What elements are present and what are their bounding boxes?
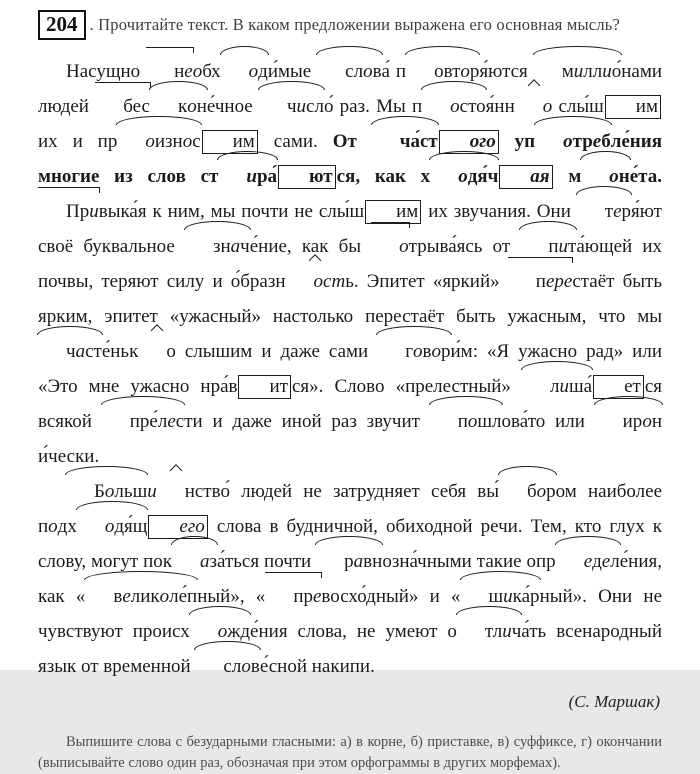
exercise-text — [38, 54, 662, 684]
author-signature: (С. Маршак) — [568, 692, 660, 711]
morpheme-root-arc: тлич — [457, 614, 521, 649]
morpheme-root-arc: слов — [317, 54, 381, 89]
morpheme-ending-box: им — [202, 130, 258, 154]
morpheme-root-arc: бор — [499, 474, 556, 509]
morpheme-root-arc: равн — [316, 544, 382, 579]
morpheme-root-arc: Больш — [66, 474, 147, 509]
morpheme-root-arc: лиша́ — [522, 369, 592, 404]
morpheme-root-arc: знач — [185, 229, 250, 264]
morpheme-ending-box: ют — [278, 165, 336, 189]
morpheme-prefix-bracket: пере — [508, 264, 573, 299]
morpheme-root-arc: пре́лес — [102, 404, 184, 439]
text-paragraph: Насущно необх оди́мые слова́ п овторя́ются миллио́нами людей бес коне́чное число́ раз. Мы п остоя́нн о слы́ш им их и пр оизнос им сами. От ча́ст ого уп отребле́ния многие из слов ст ира́ ют ся, как х одя́ч ая м оне́та. Привыка́я к ним, мы почти не слы́ш им их звучания. Они теря́ют своё буквальное значе́ние, как бы отрыва́ясь от пита́ющей их почвы, теряют силу и о́бразн ость. Эпитет «яркий» перестаёт быть ярким, эпитет «ужасный» настолько перестаёт быть ужасным, что мы часте́ньк о слышим и даже сами говори́м: «Я ужасно рад» или «Это мне ужасно нра́в ит ся». Слово «прелестный» лиша́ ет ся всякой пре́лести и даже иной раз звучит пошлова́то или ирони́чески. — [38, 54, 662, 474]
morpheme-root-arc: он — [581, 159, 629, 194]
followup-task: Выпишите слова с безударными гласными: а) в корне, б) приставке, в) суффиксе, г) окончании (выписывайте слово один раз, обозначая при этом орфограммы в других морфемах). — [38, 734, 662, 771]
morpheme-root-arc: част — [38, 334, 102, 369]
morpheme-root-arc: оизнос — [117, 124, 200, 159]
morpheme-prefix-bracket: пре — [265, 579, 321, 614]
morpheme-root-arc: ожд — [190, 614, 250, 649]
morpheme-root-arc: тер — [577, 194, 631, 229]
morpheme-root-arc: пит — [520, 229, 576, 264]
exercise-header — [38, 10, 662, 40]
morpheme-root-arc: великоле́п — [85, 579, 197, 614]
morpheme-ending-box: ая — [499, 165, 552, 189]
morpheme-ending-box: ет — [593, 375, 644, 399]
morpheme-root-arc: миллио́ — [534, 54, 622, 89]
morpheme-root-arc: отреб — [535, 124, 611, 159]
morpheme-root-arc: слов — [195, 649, 259, 684]
exercise-instruction: . Прочитайте текст. В каком предложении выражена его основная мысль? — [89, 15, 620, 34]
morpheme-root-arc: числ — [259, 89, 324, 124]
morpheme-root-arc: шика́р — [461, 579, 540, 614]
morpheme-ending-box: его — [148, 515, 207, 539]
morpheme-root-arc: едел — [556, 544, 620, 579]
morpheme-ending-box: ит — [238, 375, 290, 399]
morpheme-suffix-caret: ост — [286, 264, 346, 299]
morpheme-root-arc: говор — [377, 334, 450, 369]
morpheme-ending-box: им — [365, 200, 421, 224]
morpheme-root-arc: ира́ — [218, 159, 277, 194]
morpheme-root-arc: кон — [150, 89, 207, 124]
morpheme-prefix-bracket: бес — [95, 89, 150, 124]
morpheme-prefix-bracket: При — [38, 194, 99, 229]
morpheme-root-arc: одя́щ — [77, 509, 148, 544]
text-paragraph: Больши нство́ людей не затрудняет себя вы́ бором наиболее подх одя́щ его слова в будничной, обиходной речи. Тем, кто глух к слову, могут пок аза́ться почти равнозна́чными такие опр еделе́ния, как « великоле́пный», « превосхо́дный» и « шика́рный». Они не чувствуют происх ожде́ния слова, не умеют о тлича́ть всенародный язык от временной слове́сной накипи. — [38, 474, 662, 684]
morpheme-prefix-bracket: не — [146, 54, 193, 89]
morpheme-root-arc: аз — [172, 544, 217, 579]
morpheme-root-arc: осто — [422, 89, 486, 124]
morpheme-ending-box: им — [605, 95, 661, 119]
morpheme-prefix-bracket: о — [371, 229, 409, 264]
morpheme-suffix-caret: н — [157, 474, 195, 509]
morpheme-root-arc: овтор — [406, 54, 479, 89]
morpheme-suffix-caret: о — [138, 334, 176, 369]
morpheme-root-arc: ирон — [595, 404, 662, 439]
morpheme-root-arc: ча́ст — [372, 124, 438, 159]
morpheme-suffix-caret: о — [515, 89, 553, 124]
morpheme-root-arc: пошл — [430, 404, 502, 439]
morpheme-root-arc: од — [221, 54, 268, 89]
morpheme-ending-box: ого — [439, 130, 499, 154]
exercise-number-badge: 204 — [38, 10, 86, 40]
morpheme-root-arc: одя́ч — [430, 159, 498, 194]
